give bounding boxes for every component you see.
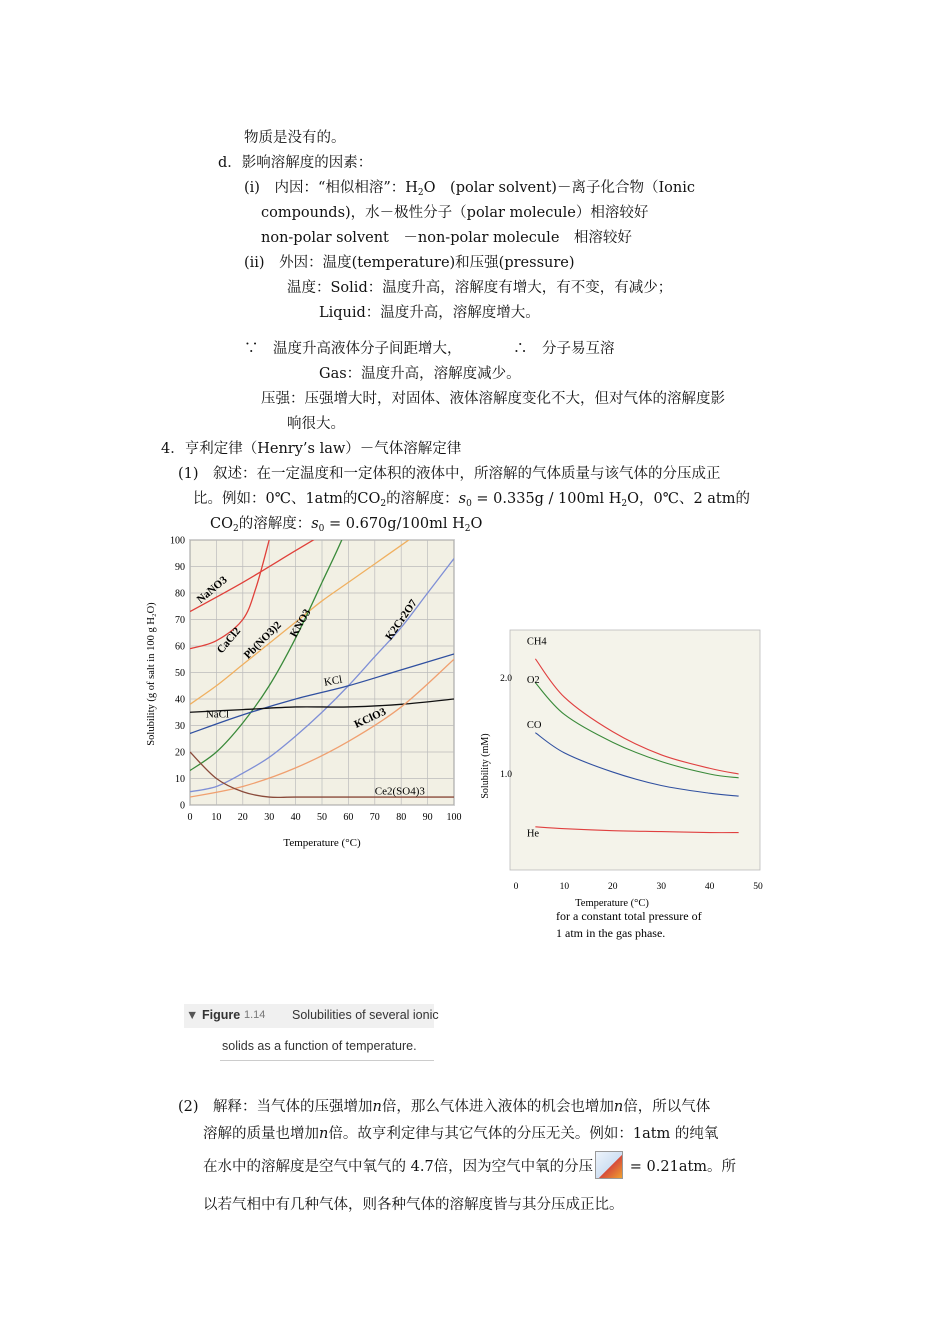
text-span: s (458, 491, 467, 507)
text-span: O，0℃、2 atm的 (627, 491, 751, 507)
x-tick-label: 40 (290, 812, 301, 823)
text-span: = 0.21atm。所 (625, 1159, 737, 1175)
series-label: NaNO3 (194, 573, 230, 606)
subscript: 0 (466, 499, 472, 509)
text-line: 压强：压强增大时，对固体、液体溶解度变化不大，但对气体的溶解度影 (261, 391, 725, 407)
section-heading: 4．亨利定律（Henry’s law）－气体溶解定律 (161, 441, 462, 457)
solubility-chart-solids (140, 532, 470, 857)
chart-note: 1 atm in the gas phase. (556, 926, 666, 940)
x-tick-label: 100 (446, 812, 462, 823)
y-tick-label: 2.0 (500, 674, 512, 684)
text-line: 物质是没有的。 (244, 130, 346, 146)
text-line (178, 1097, 710, 1117)
text-line: (ii) 外因：温度(temperature)和压强(pressure) (244, 255, 575, 271)
series-label: Ce2(SO4)3 (374, 785, 425, 798)
text-span: 在水中的溶解度是空气中氧气的 4.7倍，因为空气中氧的分压 (203, 1159, 594, 1175)
chart-note: for a constant total pressure of (556, 909, 702, 923)
text-line: 以若气相中有几种气体，则各种气体的溶解度皆与其分压成正比。 (203, 1197, 624, 1213)
y-tick-label: 100 (170, 535, 185, 547)
text-span: O (470, 516, 483, 532)
series-label: KCl (323, 673, 344, 689)
text-line: ∵ 温度升高液体分子间距增大， (244, 341, 462, 357)
text-span: 比。例如：0℃、1atm的CO (193, 491, 381, 507)
x-tick-label: 0 (187, 812, 193, 823)
x-tick-label: 80 (396, 812, 407, 823)
text-span: 的溶解度： (386, 491, 459, 507)
plot-area (510, 630, 760, 870)
text-line (244, 178, 695, 203)
text-span: n (613, 1099, 624, 1115)
text-span: s (311, 516, 319, 532)
series-label: K2Cr2O7 (383, 597, 420, 643)
x-tick-label: 50 (317, 812, 327, 823)
text-span: = 0.335g / 100ml H (476, 491, 622, 507)
broken-image-icon (595, 1151, 623, 1179)
text-span: 溶解的质量也增加 (203, 1126, 319, 1142)
series-label: KClO3 (352, 705, 389, 731)
text-span: 的溶解度： (238, 516, 312, 532)
y-axis-label: Solubility (mM) (480, 733, 491, 799)
y-tick-label: 30 (175, 721, 185, 732)
text-span: CO (210, 516, 233, 532)
series-label: CH4 (526, 636, 547, 648)
x-tick-label: 90 (422, 812, 433, 823)
y-tick-label: 40 (175, 694, 185, 706)
y-tick-label: 90 (175, 562, 185, 573)
text-line (193, 489, 750, 514)
text-span: = 0.670g/100ml H (329, 516, 465, 532)
caption-marker-icon: ▼ (186, 1008, 199, 1022)
series-label: Pb(NO3)2 (241, 619, 284, 662)
subscript: 2 (417, 188, 424, 198)
x-tick-label: 60 (343, 812, 354, 823)
text-line: compounds)，水－极性分子（polar molecule）相溶较好 (261, 205, 649, 221)
text-span: n (319, 1126, 329, 1142)
caption-text: Solubilities of several ionic (292, 1008, 439, 1022)
text-line: non-polar solvent －non-polar molecule 相溶较好 (261, 230, 632, 246)
y-tick-label: 70 (175, 615, 185, 626)
figure-number: 1.14 (244, 1009, 266, 1021)
series-label: CO (526, 719, 542, 731)
x-tick-label: 50 (753, 882, 763, 892)
caption-text: solids as a function of temperature. (222, 1039, 417, 1053)
x-tick-label: 70 (369, 812, 380, 823)
x-tick-label: 0 (513, 882, 519, 892)
subscript: 2 (464, 524, 471, 534)
subscript: 2 (380, 499, 387, 509)
text-span: 倍，那么气体进入液体的机会也增加 (381, 1099, 614, 1115)
subscript: 0 (318, 524, 325, 534)
x-tick-label: 20 (237, 812, 248, 823)
figure-caption (184, 1004, 444, 1064)
x-tick-label: 20 (608, 882, 618, 892)
text-line: ∴ 分子易互溶 (513, 341, 615, 357)
x-axis-label: Temperature (°C) (283, 837, 361, 849)
figure-label: Figure (202, 1008, 241, 1022)
subscript: 2 (621, 499, 628, 509)
caption-divider (220, 1060, 434, 1061)
subscript: 2 (232, 524, 239, 534)
y-tick-label: 50 (175, 668, 185, 679)
x-tick-label: 30 (264, 812, 275, 823)
text-line: 响很大。 (287, 416, 345, 432)
text-span: (i) 内因：“相似相溶”：H (244, 180, 418, 196)
text-line: 温度：Solid：温度升高，溶解度有增大，有不变，有减少； (287, 280, 673, 296)
x-axis-label: Temperature (°C) (575, 898, 649, 909)
x-tick-label: 30 (656, 882, 666, 892)
y-axis-label: Solubility (g of salt in 100 g H₂O) (146, 602, 157, 746)
series-label: O2 (526, 674, 540, 686)
series-label: KNO3 (287, 607, 314, 640)
x-tick-label: 10 (559, 882, 570, 892)
text-line: Gas：温度升高，溶解度减少。 (319, 366, 521, 382)
x-tick-label: 40 (704, 882, 715, 892)
series-label: He (526, 828, 540, 840)
text-line: (1) 叙述：在一定温度和一定体积的液体中，所溶解的气体质量与该气体的分压成正 (178, 466, 721, 482)
text-line (203, 1151, 736, 1179)
y-tick-label: 1.0 (500, 770, 512, 780)
text-span: (2) 解释：当气体的压强增加 (178, 1099, 373, 1115)
y-tick-label: 80 (175, 588, 185, 600)
text-span: 倍，所以气体 (623, 1099, 711, 1115)
y-tick-label: 60 (175, 641, 185, 653)
y-tick-label: 10 (175, 774, 185, 785)
series-label: NaCl (205, 708, 230, 721)
text-span: O (polar solvent)－离子化合物（Ionic (423, 180, 695, 196)
text-line (203, 1124, 718, 1144)
y-tick-label: 20 (175, 747, 185, 759)
y-tick-label: 0 (180, 800, 185, 812)
text-span: n (372, 1099, 382, 1115)
text-span: 倍。故亨利定律与其它气体的分压无关。例如：1atm 的纯氧 (328, 1126, 719, 1142)
x-tick-label: 10 (211, 812, 222, 823)
solubility-chart-gases (474, 620, 774, 945)
series-label: CaCl2 (214, 625, 244, 656)
text-line: Liquid：温度升高，溶解度增大。 (319, 305, 540, 321)
text-line: d．影响溶解度的因素： (218, 155, 373, 171)
